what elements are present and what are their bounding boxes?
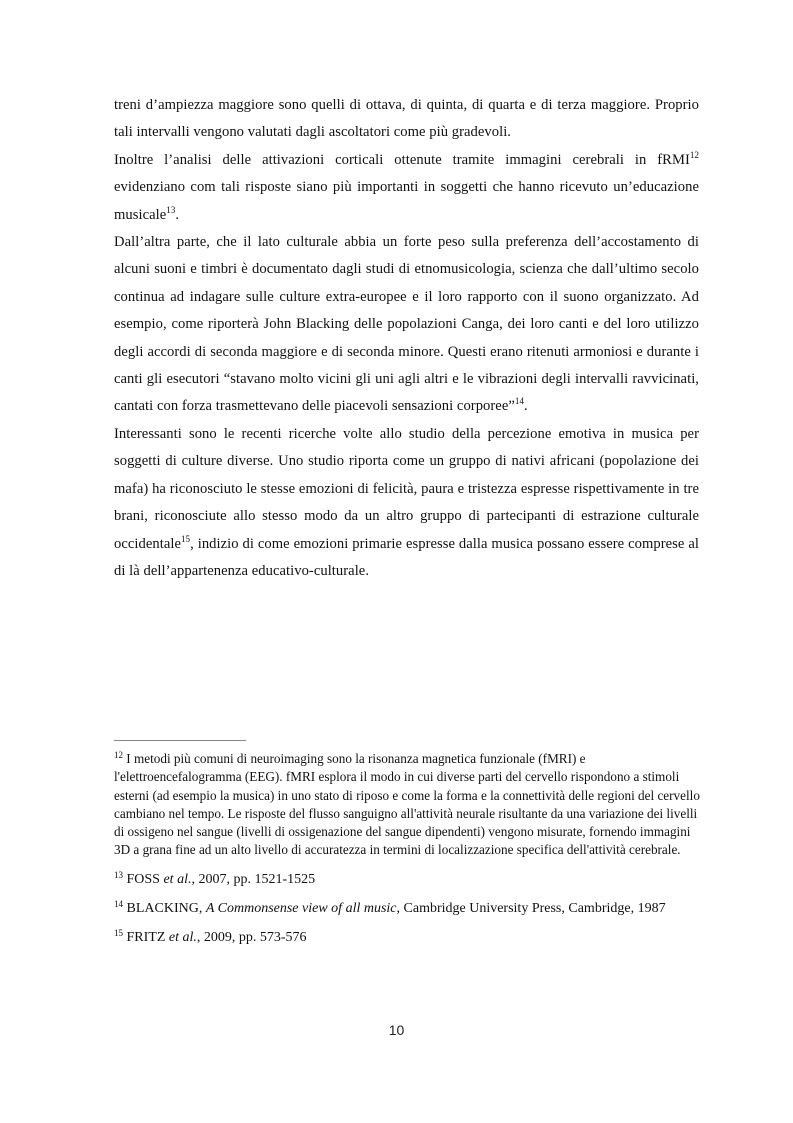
footnote-13-rest: , 2007, pp. 1521-1525 xyxy=(191,871,316,887)
paragraph-3 xyxy=(114,229,699,421)
footnote-number-15: 15 xyxy=(114,928,123,939)
footnote-13-author: FOSS xyxy=(123,871,164,887)
footnote-number-14: 14 xyxy=(114,899,123,910)
paragraph-2-text-b: evidenziano com tali risposte siano più importanti in soggetti che hanno ricevuto un’educazione musicale xyxy=(114,179,699,223)
paragraph-1 xyxy=(114,92,699,147)
footnote-15-etal: et al. xyxy=(168,930,197,946)
footnote-14-author: BLACKING, xyxy=(123,901,206,917)
footnote-ref-15[interactable]: 15 xyxy=(181,533,191,544)
footnote-12 xyxy=(114,750,704,860)
footnote-13 xyxy=(114,871,704,889)
paragraph-2-text-c: . xyxy=(175,206,180,223)
footnote-14-title: A Commonsense view of all music xyxy=(205,901,397,917)
paragraph-4 xyxy=(114,421,699,585)
paragraph-4-text-a: Interessanti sono le recenti ricerche volte allo studio della percezione emotiva in musica per soggetti di culture diverse. Uno studio riporta come un gruppo di nativi africani (popolazione dei mafa) ha riconosciuto le stesse emozioni di felicità, paura e tristezza espresse rispettivamente in tre brani, riconosciute allo stesso modo da un altro gruppo di partecipanti di estrazione culturale occidentale xyxy=(114,425,699,552)
page-number: 10 xyxy=(388,1022,405,1038)
paragraph-1-text: treni d’ampiezza maggiore sono quelli di ottava, di quinta, di quarta e di terza maggiore. Proprio tali intervalli vengono valutati dagli ascoltatori come più gradevoli. xyxy=(114,97,699,141)
footnotes xyxy=(114,750,704,959)
body-text xyxy=(114,92,699,585)
footnote-separator xyxy=(114,740,246,741)
footnote-ref-12[interactable]: 12 xyxy=(689,149,699,160)
footnote-15 xyxy=(114,929,704,947)
footnote-14 xyxy=(114,900,704,918)
paragraph-3-text-b: . xyxy=(524,398,528,415)
footnote-ref-13[interactable]: 13 xyxy=(166,204,176,215)
footnote-number-13: 13 xyxy=(114,869,123,880)
paragraph-2 xyxy=(114,147,699,229)
footnote-13-etal: et al. xyxy=(163,871,192,887)
footnote-12-text: I metodi più comuni di neuroimaging sono la risonanza magnetica funzionale (fMRI) e l'elettroencefalogramma (EEG). fMRI esplora il modo in cui diverse parti del cervello rispondono a stimoli esterni (ad esempio la musica) in uno stato di riposo e come la forma e la connettività delle regioni del cervello cambiano nel tempo. Le risposte del flusso sanguigno all'attività neurale risultante da una variazione dei livelli di ossigeno nel sangue (livelli di ossigenazione del sangue dipendenti) vengono misurate, fornendo immagini 3D a grana fine ad un alto livello di accuratezza in termini di localizzazione specifica dell'attività cerebrale. xyxy=(114,751,700,858)
paragraph-2-text-a: Inoltre l’analisi delle attivazioni corticali ottenute tramite immagini cerebrali in fRMI xyxy=(114,151,690,168)
footnote-15-author: FRITZ xyxy=(123,930,169,946)
paragraph-4-text-b: , indizio di come emozioni primarie espresse dalla musica possano essere comprese al di là dell’appartenenza educativo-culturale. xyxy=(114,535,699,579)
footnote-number-12: 12 xyxy=(114,750,123,760)
paragraph-3-text-a: Dall’altra parte, che il lato culturale abbia un forte peso sulla preferenza dell’accostamento di alcuni suoni e timbri è documentato dagli studi di etnomusicologia, scienza che dall’ultimo secolo continua ad indagare sulle culture extra-europee e il loro rapporto con il suono organizzato. Ad esempio, come riporterà John Blacking delle popolazioni Canga, dei loro canti e del loro utilizzo degli accordi di seconda maggiore e di seconda minore. Questi erano ritenuti armoniosi e durante i canti gli esecutori “stavano molto vicini gli uni agli altri e le vibrazioni degli intervalli ravvicinati, cantati con forza trasmettevano delle piacevoli sensazioni corporee” xyxy=(114,234,699,415)
footnote-ref-14[interactable]: 14 xyxy=(514,396,524,407)
footnote-15-rest: , 2009, pp. 573-576 xyxy=(196,930,307,946)
footnote-14-rest: , Cambridge University Press, Cambridge, 1987 xyxy=(396,901,666,917)
